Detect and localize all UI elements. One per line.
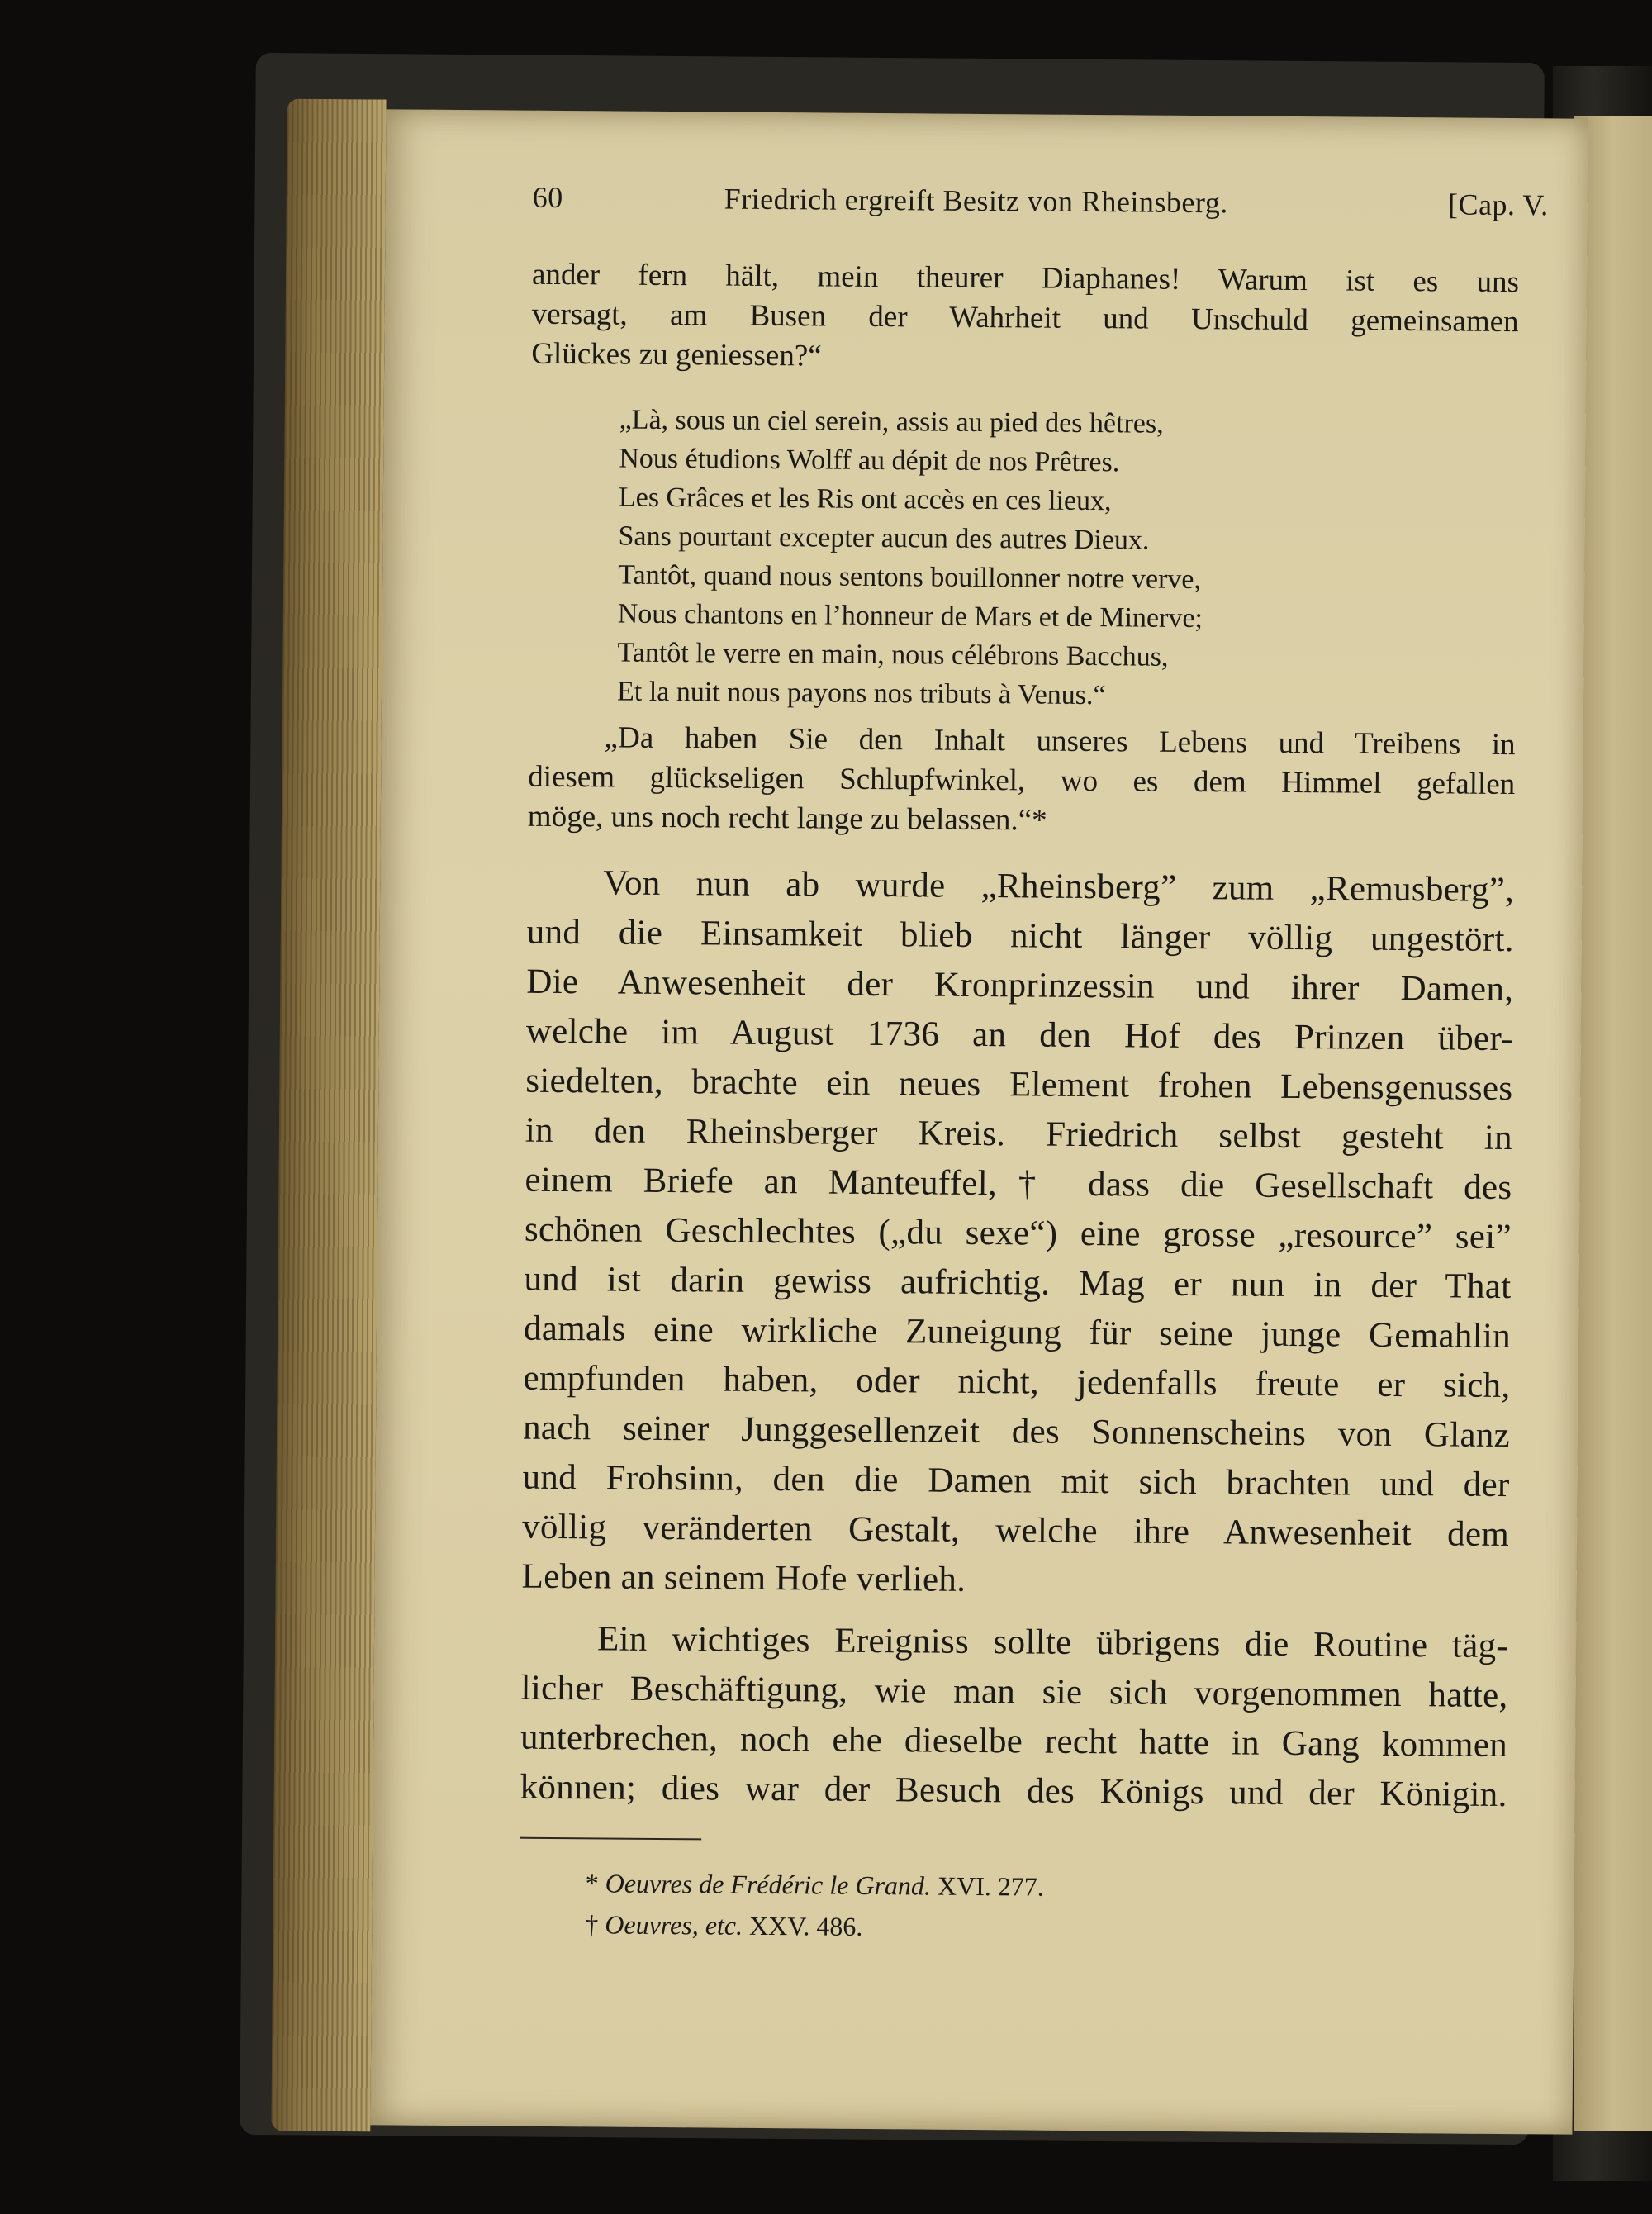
text-line: „Da haben Sie den Inhalt unseres Lebens und Treibens in [604,720,1516,763]
text-line: in den Rheinsberger Kreis. Friedrich selbst gesteht in [525,1110,1513,1158]
chapter-label: [Cap. V. [1447,188,1549,222]
text-line: einem Briefe an Manteuffel,† dass die Gesellschaft des [525,1160,1512,1208]
text-line: Glückes zu geniessen?“ [531,336,822,373]
footnote-ref: XVI. 277. [937,1870,1044,1902]
poem-line: Nous chantons en l’honneur de Mars et de Minerve; [617,598,1203,634]
text-line: und ist darin gewiss aufrichtig. Mag er nun in der That [524,1259,1512,1307]
paragraph-visit [520,1614,1508,1820]
text-line: welche im August 1736 an den Hof des Prinzen über- [525,1011,1513,1059]
text-line: schönen Geschlechtes („du sexe“) eine grosse „resource” sei” [524,1209,1512,1257]
text-line: damals eine wirkliche Zuneigung für seine junge Gemahlin [523,1309,1512,1356]
footnote-title: Oeuvres de Frédéric le Grand. [605,1868,932,1901]
footnote-mark: * [585,1868,599,1898]
page-number: 60 [532,180,563,215]
opening-text [531,255,1519,382]
text-line: können; dies war der Besuch des Königs und der Königin. [520,1767,1507,1815]
text-line: diesem glückseligen Schlupfwinkel, wo es dem Himmel gefallen [528,759,1516,802]
running-header [533,180,1549,230]
text-line: völlig veränderten Gestalt, welche ihre Anwesenheit dem [521,1507,1510,1555]
text-line: siedelten, brachte ein neues Element frohen Lebensgenusses [525,1061,1513,1109]
footnote-rule [520,1837,701,1841]
footnote-title: Oeuvres, etc. [605,1909,743,1941]
text-line: versagt, am Busen der Wahrheit und Unschuld gemeinsamen [531,297,1519,340]
footnotes [585,1862,1213,1950]
page-block-edge [271,99,386,2132]
book-page [370,109,1588,2134]
footnote-ref: XXV. 486. [748,1910,863,1941]
text-line: und Frohsinn, den die Damen mit sich brachten und der [522,1457,1510,1505]
text-line: möge, uns noch recht lange zu belassen.“* [527,799,1047,838]
paragraph-rheinsberg [521,858,1514,1609]
poem-line: Tantôt, quand nous sentons bouillonner notre verve, [618,559,1202,596]
poem-line: Nous étudions Wolff au dépit de nos Prêtres. [619,443,1120,478]
quote-paragraph [528,718,1516,844]
text-line: Ein wichtiges Ereigniss sollte übrigens die Routine täg- [596,1619,1509,1666]
poem-line: Sans pourtant excepter aucun des autres Dieux. [618,520,1150,556]
poem-line: Les Grâces et les Ris ont accès en ces lieux, [618,482,1112,517]
text-line: licher Beschäftigung, wie man sie sich vorgenommen hatte, [520,1668,1508,1716]
text-line: Leben an seinem Hofe verlieh. [521,1556,966,1599]
poem-line: „Là, sous un ciel serein, assis au pied des hêtres, [619,404,1164,439]
footnote-mark: † [585,1909,599,1940]
poem-line: Et la nuit nous payons nos tributs à Venus.“ [616,676,1106,711]
french-poem [617,401,1392,717]
footnote [586,1862,1213,1908]
footnote [585,1903,1213,1950]
text-line: ander fern hält, mein theurer Diaphanes! Warum ist es uns [531,257,1520,300]
text-line: nach seiner Junggesellenzeit des Sonnenscheins von Glanz [522,1408,1511,1456]
running-title: Friedrich ergreift Besitz von Rheinsberg. [724,182,1228,220]
text-line: Die Anwesenheit der Kronprinzessin und ihrer Damen, [526,962,1514,1010]
text-line: unterbrechen, noch ehe dieselbe recht hatte in Gang kommen [520,1718,1508,1765]
text-line: empfunden haben, oder nicht, jedenfalls freute er sich, [523,1358,1511,1406]
text-line: Von nun ab wurde „Rheinsberg” zum „Remusberg”, [603,863,1515,910]
text-line: und die Einsamkeit blieb nicht länger völlig ungestört. [526,912,1514,960]
poem-line: Tantôt le verre en main, nous célébrons Bacchus, [617,637,1169,672]
